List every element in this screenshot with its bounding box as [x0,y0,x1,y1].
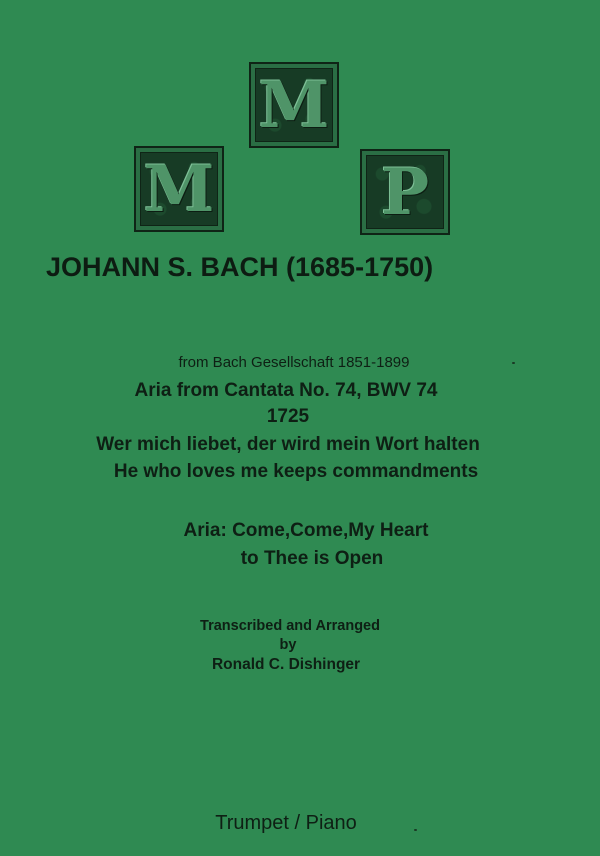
logo-tile-m-top [249,62,339,148]
logo-letter-m-left: M [143,151,215,227]
credit-arranger: Ronald C. Dishinger [211,656,361,673]
print-speck [512,362,515,364]
aria-title-line-1: Aria: Come,Come,My Heart [183,520,429,541]
source-line: from Bach Gesellschaft 1851-1899 [178,354,410,371]
aria-title-line-2: to Thee is Open [240,548,384,569]
german-title: Wer mich liebet, der wird mein Wort halten [96,434,480,455]
year-line: 1725 [266,406,310,427]
credit-transcribed: Transcribed and Arranged [200,618,380,634]
logo-letter-p-right: P [380,154,430,230]
composer-title: JOHANN S. BACH (1685-1750) [46,252,434,282]
print-speck [414,829,417,831]
logo-tile-m-left [134,146,224,232]
instrumentation: Trumpet / Piano [215,812,357,834]
logo-tile-p-right [360,149,450,235]
english-title: He who loves me keeps commandments [113,461,479,482]
credit-by: by [279,637,297,653]
logo-letter-m-top: M [258,67,330,143]
aria-cantata-line: Aria from Cantata No. 74, BWV 74 [134,380,438,401]
